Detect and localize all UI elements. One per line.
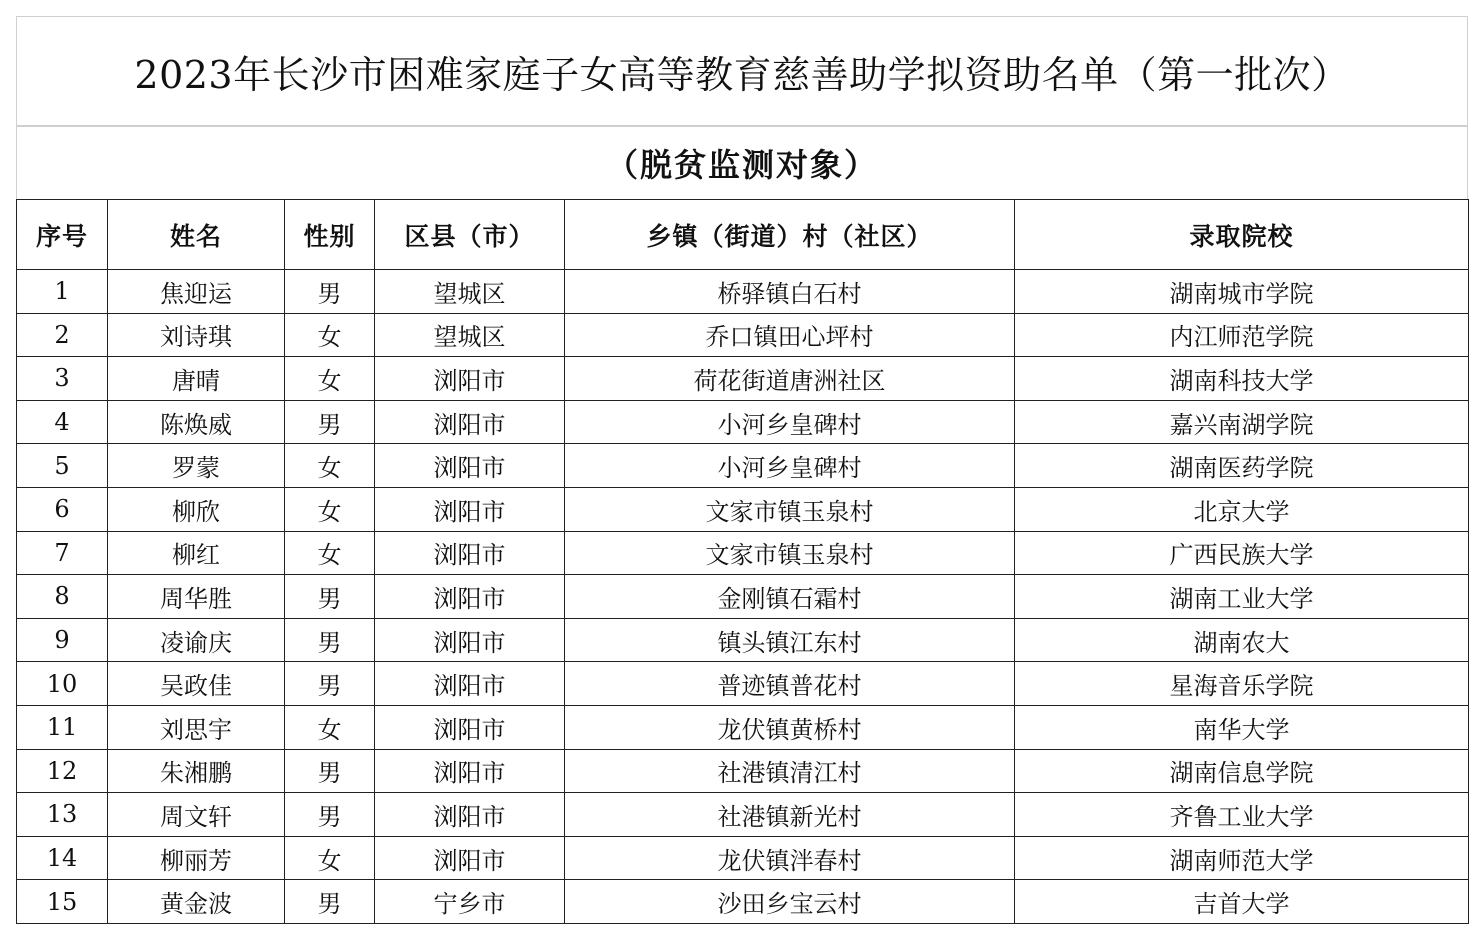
cell-name: 柳红: [108, 531, 285, 575]
cell-index: 10: [17, 662, 108, 706]
table-row: [17, 313, 1469, 357]
cell-gender: 男: [285, 793, 375, 837]
table-row: [17, 444, 1469, 488]
subtitle-row: [16, 127, 1468, 199]
cell-index: 1: [17, 270, 108, 314]
table-row: [17, 836, 1469, 880]
col-header-county: 区县（市）: [375, 200, 565, 270]
cell-school: 齐鲁工业大学: [1015, 793, 1469, 837]
cell-county: 浏阳市: [375, 662, 565, 706]
cell-school: 湖南信息学院: [1015, 749, 1469, 793]
cell-village: 龙伏镇泮春村: [565, 836, 1015, 880]
table-row: [17, 531, 1469, 575]
cell-gender: 女: [285, 313, 375, 357]
cell-village: 桥驿镇白石村: [565, 270, 1015, 314]
table-row: [17, 575, 1469, 619]
table-body: [17, 270, 1469, 924]
cell-gender: 女: [285, 487, 375, 531]
cell-index: 11: [17, 705, 108, 749]
document-title: 2023年长沙市困难家庭子女高等教育慈善助学拟资助名单（第一批次）: [134, 52, 1350, 97]
cell-gender: 男: [285, 880, 375, 924]
cell-name: 焦迎运: [108, 270, 285, 314]
cell-village: 乔口镇田心坪村: [565, 313, 1015, 357]
cell-name: 吴政佳: [108, 662, 285, 706]
cell-gender: 男: [285, 749, 375, 793]
cell-village: 龙伏镇黄桥村: [565, 705, 1015, 749]
cell-index: 5: [17, 444, 108, 488]
col-header-village: 乡镇（街道）村（社区）: [565, 200, 1015, 270]
cell-village: 文家市镇玉泉村: [565, 531, 1015, 575]
cell-index: 13: [17, 793, 108, 837]
cell-index: 2: [17, 313, 108, 357]
document-sheet: [16, 16, 1468, 924]
cell-gender: 女: [285, 444, 375, 488]
cell-gender: 男: [285, 618, 375, 662]
table-row: [17, 270, 1469, 314]
cell-name: 罗蒙: [108, 444, 285, 488]
table-row: [17, 793, 1469, 837]
document-subtitle: （脱贫监测对象）: [605, 146, 878, 184]
cell-gender: 男: [285, 400, 375, 444]
col-header-school: 录取院校: [1015, 200, 1469, 270]
cell-county: 浏阳市: [375, 400, 565, 444]
cell-name: 柳丽芳: [108, 836, 285, 880]
cell-gender: 男: [285, 662, 375, 706]
cell-gender: 男: [285, 270, 375, 314]
cell-school: 湖南城市学院: [1015, 270, 1469, 314]
cell-index: 9: [17, 618, 108, 662]
cell-school: 广西民族大学: [1015, 531, 1469, 575]
cell-county: 浏阳市: [375, 575, 565, 619]
cell-school: 星海音乐学院: [1015, 662, 1469, 706]
cell-name: 柳欣: [108, 487, 285, 531]
cell-gender: 女: [285, 836, 375, 880]
cell-village: 小河乡皇碑村: [565, 400, 1015, 444]
cell-name: 周文轩: [108, 793, 285, 837]
cell-name: 黄金波: [108, 880, 285, 924]
cell-county: 浏阳市: [375, 487, 565, 531]
cell-school: 北京大学: [1015, 487, 1469, 531]
table-row: [17, 662, 1469, 706]
title-row: [16, 16, 1468, 127]
cell-county: 浏阳市: [375, 749, 565, 793]
cell-name: 刘诗琪: [108, 313, 285, 357]
cell-name: 凌谕庆: [108, 618, 285, 662]
funding-list-table: [16, 199, 1469, 924]
cell-name: 唐晴: [108, 357, 285, 401]
cell-index: 6: [17, 487, 108, 531]
cell-village: 普迹镇普花村: [565, 662, 1015, 706]
cell-village: 社港镇清江村: [565, 749, 1015, 793]
table-row: [17, 749, 1469, 793]
cell-index: 7: [17, 531, 108, 575]
cell-gender: 女: [285, 357, 375, 401]
cell-county: 望城区: [375, 313, 565, 357]
table-row: [17, 618, 1469, 662]
cell-county: 浏阳市: [375, 793, 565, 837]
cell-gender: 男: [285, 575, 375, 619]
cell-county: 宁乡市: [375, 880, 565, 924]
cell-gender: 女: [285, 531, 375, 575]
cell-index: 12: [17, 749, 108, 793]
cell-school: 南华大学: [1015, 705, 1469, 749]
col-header-gender: 性别: [285, 200, 375, 270]
table-row: [17, 487, 1469, 531]
cell-school: 湖南医药学院: [1015, 444, 1469, 488]
cell-index: 8: [17, 575, 108, 619]
cell-county: 望城区: [375, 270, 565, 314]
col-header-index: 序号: [17, 200, 108, 270]
cell-name: 陈焕威: [108, 400, 285, 444]
cell-index: 15: [17, 880, 108, 924]
cell-index: 14: [17, 836, 108, 880]
cell-school: 湖南农大: [1015, 618, 1469, 662]
table-row: [17, 400, 1469, 444]
cell-name: 朱湘鹏: [108, 749, 285, 793]
table-header-row: [17, 200, 1469, 270]
table-row: [17, 880, 1469, 924]
cell-index: 3: [17, 357, 108, 401]
cell-county: 浏阳市: [375, 618, 565, 662]
col-header-name: 姓名: [108, 200, 285, 270]
cell-village: 荷花街道唐洲社区: [565, 357, 1015, 401]
cell-village: 沙田乡宝云村: [565, 880, 1015, 924]
cell-school: 内江师范学院: [1015, 313, 1469, 357]
table-row: [17, 357, 1469, 401]
cell-county: 浏阳市: [375, 705, 565, 749]
cell-school: 湖南师范大学: [1015, 836, 1469, 880]
cell-index: 4: [17, 400, 108, 444]
cell-gender: 女: [285, 705, 375, 749]
cell-county: 浏阳市: [375, 531, 565, 575]
cell-village: 金刚镇石霜村: [565, 575, 1015, 619]
cell-county: 浏阳市: [375, 836, 565, 880]
table-row: [17, 705, 1469, 749]
cell-county: 浏阳市: [375, 444, 565, 488]
cell-school: 嘉兴南湖学院: [1015, 400, 1469, 444]
cell-name: 刘思宇: [108, 705, 285, 749]
cell-county: 浏阳市: [375, 357, 565, 401]
cell-village: 文家市镇玉泉村: [565, 487, 1015, 531]
cell-village: 小河乡皇碑村: [565, 444, 1015, 488]
cell-school: 湖南工业大学: [1015, 575, 1469, 619]
cell-school: 吉首大学: [1015, 880, 1469, 924]
cell-name: 周华胜: [108, 575, 285, 619]
cell-village: 镇头镇江东村: [565, 618, 1015, 662]
cell-school: 湖南科技大学: [1015, 357, 1469, 401]
cell-village: 社港镇新光村: [565, 793, 1015, 837]
